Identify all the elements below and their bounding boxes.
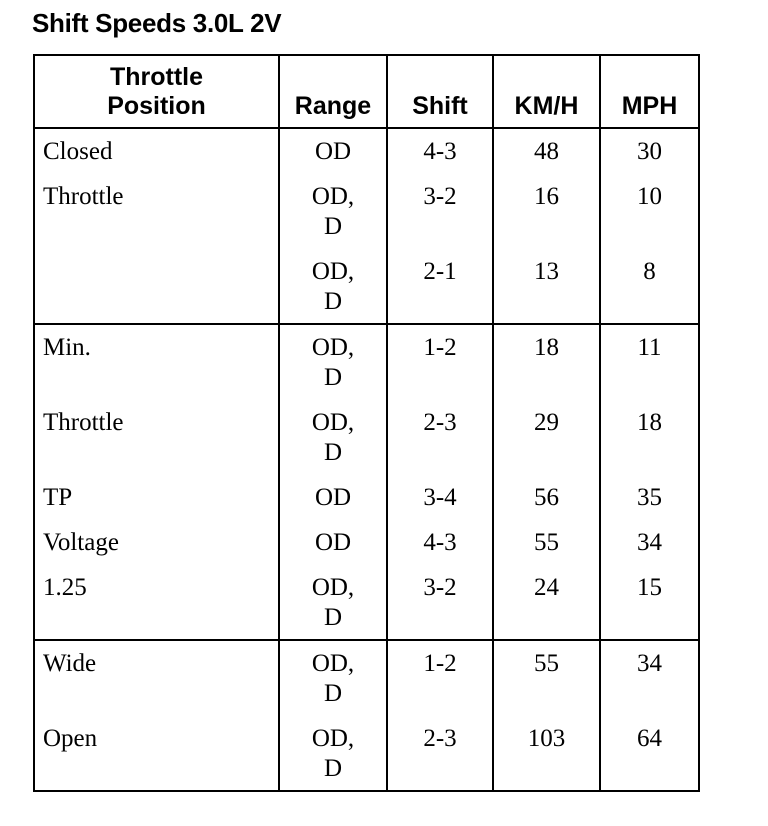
cell-range [279,167,387,242]
table-row [34,640,699,709]
cell-kmh: 16 [493,167,600,242]
cell-range [279,513,387,558]
cell-mph: 34 [600,513,699,558]
table-row [34,468,699,513]
cell-shift: 4-3 [387,128,493,167]
table-row [34,558,699,640]
cell-range-line1: OD, [311,334,355,361]
cell-range-line2: D [323,755,343,782]
cell-shift: 2-3 [387,709,493,791]
cell-shift: 2-1 [387,242,493,324]
row-group [34,324,699,640]
cell-range-line1: OD, [311,183,355,210]
table-row [34,167,699,242]
cell-range-line2: D [323,364,343,391]
header-mph: MPH [600,55,699,128]
cell-range [279,468,387,513]
row-group [34,128,699,324]
cell-mph: 15 [600,558,699,640]
table-row [34,128,699,167]
cell-range-line1: OD [314,484,352,511]
cell-throttle-position: TP [34,468,279,513]
cell-range-line1: OD [314,138,352,165]
cell-throttle-position: Closed [34,128,279,167]
table-header-row [34,55,699,128]
table-row [34,513,699,558]
cell-range-line1: OD, [311,574,355,601]
header-shift: Shift [387,55,493,128]
cell-kmh: 55 [493,640,600,709]
cell-throttle-position: Wide [34,640,279,709]
cell-throttle-position: Throttle [34,167,279,242]
cell-range-line2: D [323,604,343,631]
cell-throttle-position: Min. [34,324,279,393]
cell-range [279,324,387,393]
cell-kmh: 56 [493,468,600,513]
cell-range-line2: D [323,680,343,707]
cell-range-line1: OD [314,529,352,556]
cell-range [279,558,387,640]
cell-kmh: 18 [493,324,600,393]
header-throttle-position-line2: Position [107,92,206,120]
cell-shift: 2-3 [387,393,493,468]
cell-range [279,128,387,167]
cell-range-line1: OD, [311,650,355,677]
cell-kmh: 55 [493,513,600,558]
cell-range-line1: OD, [311,725,355,752]
cell-mph: 64 [600,709,699,791]
cell-throttle-position: Voltage [34,513,279,558]
row-group [34,640,699,791]
cell-range [279,393,387,468]
cell-kmh: 24 [493,558,600,640]
cell-mph: 10 [600,167,699,242]
table-row [34,393,699,468]
cell-shift: 1-2 [387,324,493,393]
cell-mph: 35 [600,468,699,513]
cell-mph: 11 [600,324,699,393]
cell-mph: 18 [600,393,699,468]
page-title: Shift Speeds 3.0L 2V [32,8,282,38]
cell-mph: 30 [600,128,699,167]
cell-mph: 34 [600,640,699,709]
cell-shift: 3-2 [387,558,493,640]
cell-range-line1: OD, [311,258,355,285]
header-throttle-position-line1: Throttle [109,63,204,91]
cell-shift: 4-3 [387,513,493,558]
shift-speeds-table [33,54,700,792]
cell-kmh: 29 [493,393,600,468]
cell-range [279,709,387,791]
cell-kmh: 13 [493,242,600,324]
header-range: Range [279,55,387,128]
table-row [34,242,699,324]
cell-throttle-position: 1.25 [34,558,279,640]
cell-throttle-position [34,242,279,324]
cell-shift: 3-4 [387,468,493,513]
table-row [34,324,699,393]
table-row [34,709,699,791]
cell-throttle-position: Throttle [34,393,279,468]
cell-range-line2: D [323,288,343,315]
cell-mph: 8 [600,242,699,324]
cell-kmh: 103 [493,709,600,791]
cell-shift: 1-2 [387,640,493,709]
cell-kmh: 48 [493,128,600,167]
cell-range-line2: D [323,213,343,240]
cell-range-line2: D [323,439,343,466]
header-kmh: KM/H [493,55,600,128]
cell-throttle-position: Open [34,709,279,791]
cell-range [279,640,387,709]
cell-shift: 3-2 [387,167,493,242]
header-throttle-position [34,55,279,128]
cell-range-line1: OD, [311,409,355,436]
cell-range [279,242,387,324]
